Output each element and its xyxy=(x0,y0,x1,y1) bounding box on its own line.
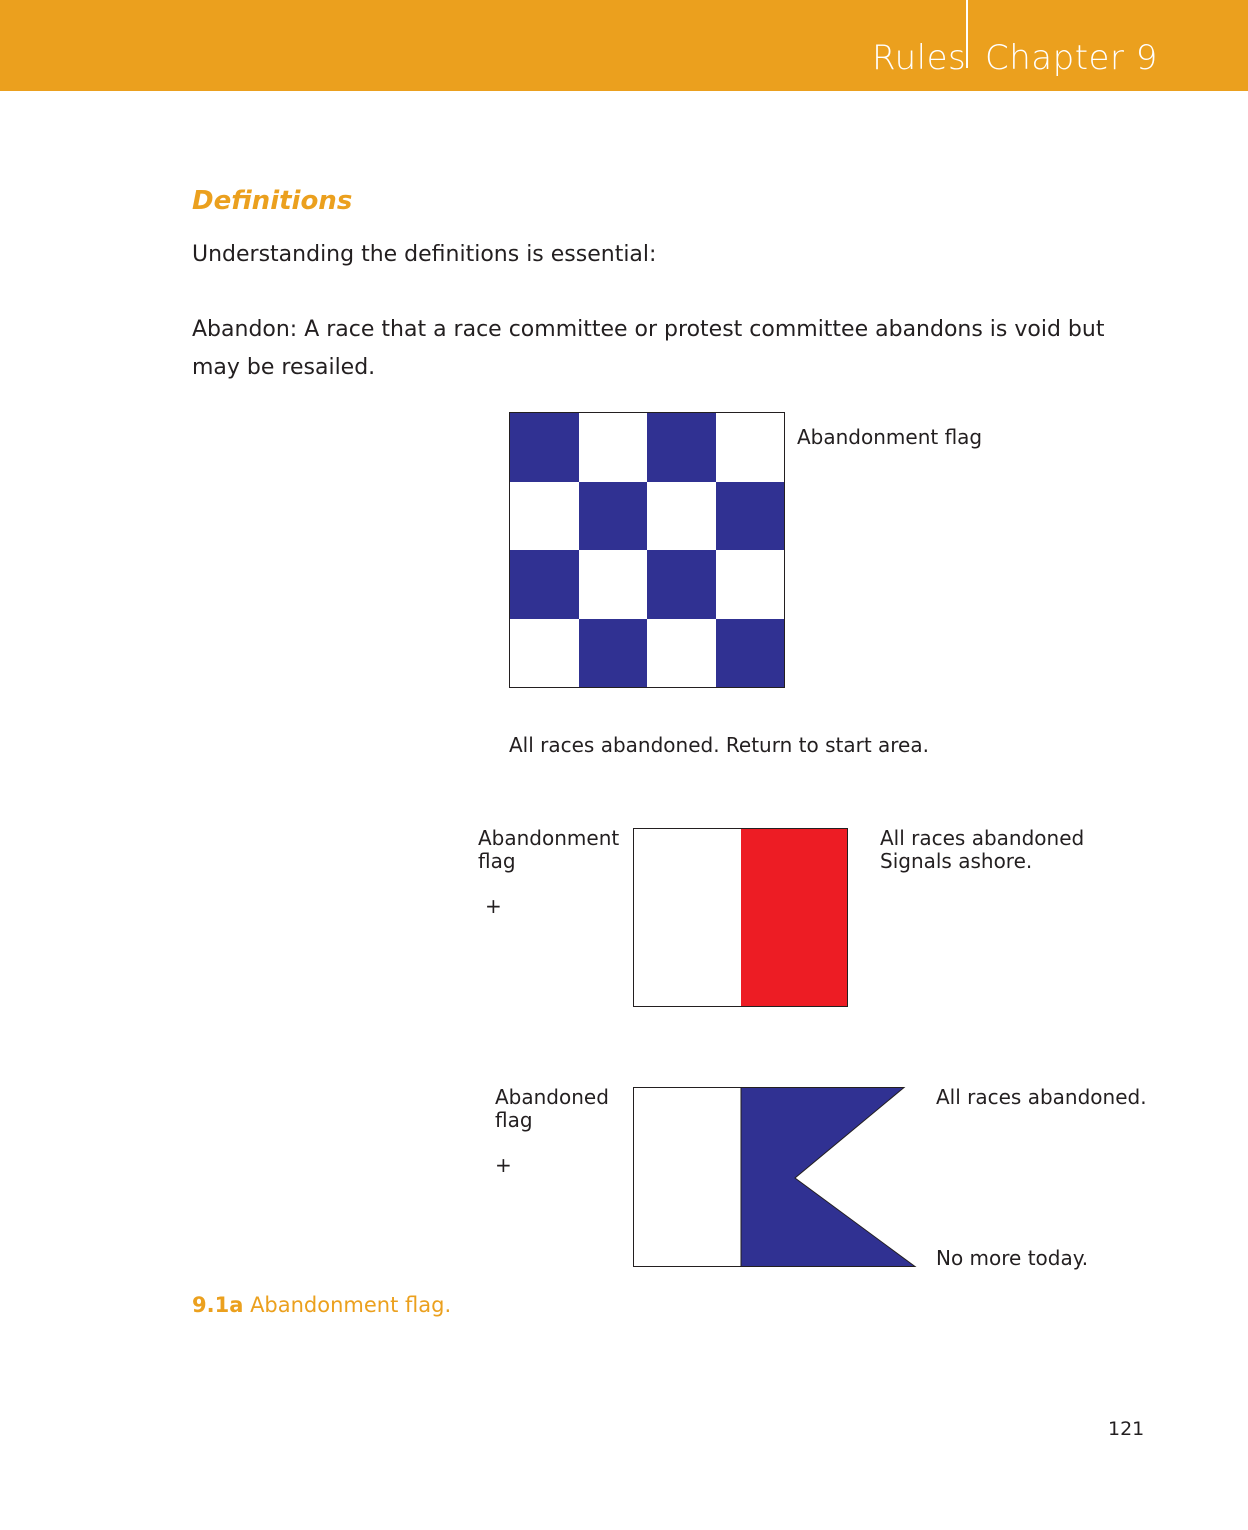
header-section-label: Rules xyxy=(872,38,967,78)
checker-flag-caption: All races abandoned. Return to start area. xyxy=(509,733,929,757)
figure-caption-text: Abandonment flag. xyxy=(250,1293,452,1317)
h-combo-left-label-line2: flag xyxy=(478,849,516,873)
intro-paragraph: Understanding the definitions is essential: xyxy=(192,242,657,267)
checker-cell xyxy=(647,619,716,688)
checker-cell xyxy=(647,413,716,482)
a-flag-white-half xyxy=(634,1088,742,1267)
checker-cell xyxy=(716,619,785,688)
abandon-definition: Abandon: A race that a race committee or protest committee abandons is void but may be resailed. xyxy=(192,317,1105,380)
h-flag-white-half xyxy=(634,829,741,1006)
page-number: 121 xyxy=(1108,1418,1145,1440)
h-combo-right-label-line1: All races abandoned xyxy=(880,826,1085,850)
chapter-header-bar xyxy=(0,0,1248,91)
checker-cell xyxy=(510,413,579,482)
a-combo-right-label-bottom: No more today. xyxy=(936,1246,1089,1270)
checker-cell xyxy=(510,619,579,688)
a-combo-left-label-line2: flag xyxy=(495,1108,533,1132)
checker-cell xyxy=(716,413,785,482)
checker-cell xyxy=(647,482,716,551)
a-flag xyxy=(633,1087,918,1268)
checker-cell xyxy=(716,482,785,551)
section-title: Definitions xyxy=(192,186,353,216)
abandonment-checker-flag xyxy=(509,412,785,688)
header-divider xyxy=(966,0,968,68)
checker-cell xyxy=(716,550,785,619)
h-combo-left-label-line1: Abandonment xyxy=(478,826,620,850)
h-combo-right-label-line2: Signals ashore. xyxy=(880,849,1033,873)
header-chapter-label: Chapter 9 xyxy=(985,38,1158,78)
checker-cell xyxy=(510,550,579,619)
checker-cell xyxy=(579,482,648,551)
checker-cell xyxy=(647,550,716,619)
checker-cell xyxy=(510,482,579,551)
checker-flag-label: Abandonment flag xyxy=(797,425,983,449)
a-combo-right-label-top: All races abandoned. xyxy=(936,1085,1147,1109)
checker-cell xyxy=(579,550,648,619)
h-flag xyxy=(633,828,848,1007)
figure-caption-number: 9.1a xyxy=(192,1293,244,1317)
checker-cell xyxy=(579,413,648,482)
checker-cell xyxy=(579,619,648,688)
h-combo-plus: + xyxy=(485,894,502,918)
figure-caption xyxy=(192,1293,451,1317)
a-combo-left-label-line1: Abandoned xyxy=(495,1085,609,1109)
a-combo-plus: + xyxy=(495,1153,512,1177)
h-flag-red-half xyxy=(741,829,848,1006)
a-flag-blue-swallowtail xyxy=(741,1088,915,1267)
